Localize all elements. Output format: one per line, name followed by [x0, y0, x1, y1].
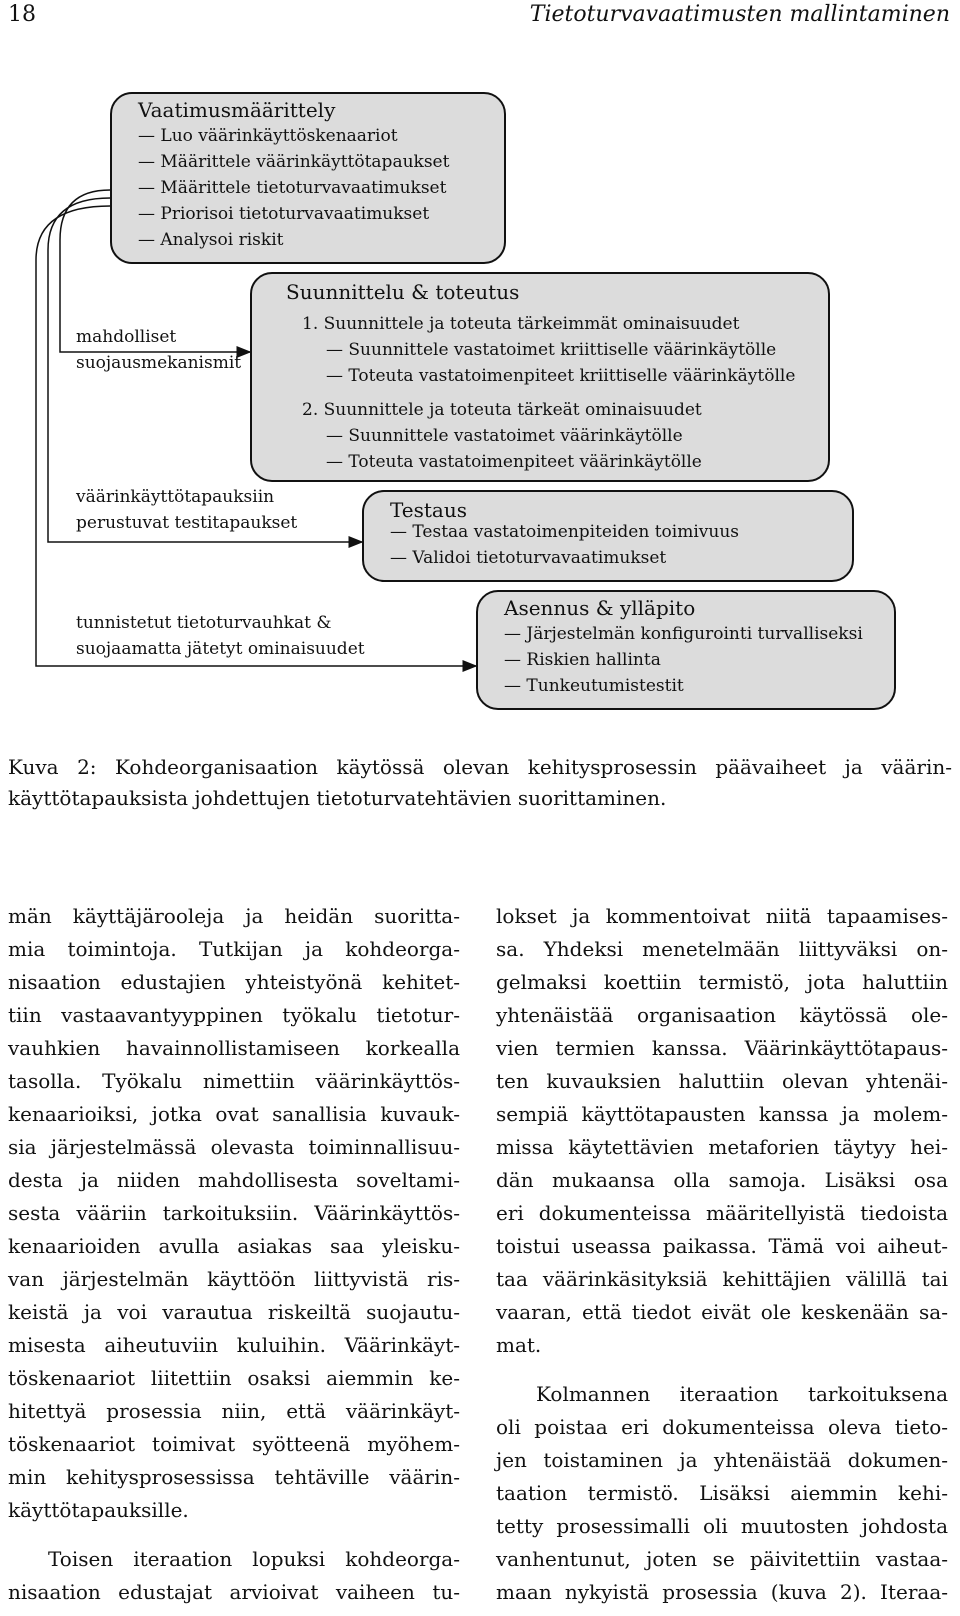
- body-text-line: käyttötapauksille.: [8, 1498, 189, 1522]
- body-column-left: [8, 900, 460, 1609]
- body-text-line: taa väärinkäsityksiä kehittäjien välillä tai: [496, 1267, 948, 1291]
- requirements-item: — Määrittele väärinkäyttötapaukset: [138, 152, 450, 172]
- body-text-line: eri dokumenteissa määritellyistä tiedoista: [496, 1201, 948, 1225]
- design-title: Suunnittelu & toteutus: [286, 280, 520, 304]
- body-text-line: tetty prosessimalli oli muutosten johdosta: [496, 1514, 948, 1538]
- body-text-line: vanhentunut, joten se päivitettiin vastaa-: [496, 1547, 948, 1571]
- body-text-line: tasolla. Työkalu nimettiin väärinkäyttös-: [8, 1069, 460, 1093]
- body-text-line: dän mukaansa olla samoja. Lisäksi osa: [496, 1168, 948, 1192]
- requirements-item: — Luo väärinkäyttöskenaariot: [138, 126, 398, 146]
- body-text-line: mat.: [496, 1333, 542, 1357]
- body-text-line: desta ja niiden mahdollisesta soveltami-: [8, 1168, 460, 1192]
- requirements-title: Vaatimusmäärittely: [138, 98, 336, 122]
- requirements-item: — Analysoi riskit: [138, 230, 284, 250]
- body-text-line: min kehitysprosessissa tehtäville väärin-: [8, 1465, 460, 1489]
- body-text-line: hitettyä prosessia niin, että väärinkäyt-: [8, 1399, 460, 1423]
- body-text-line: mia toimintoja. Tutkijan ja kohdeorga-: [8, 937, 460, 961]
- design-item: — Suunnittele vastatoimet väärinkäytölle: [326, 426, 683, 446]
- body-text-line: kenaarioiden avulla asiakas saa yleisku-: [8, 1234, 460, 1258]
- design-item: 1. Suunnittele ja toteuta tärkeimmät ominaisuudet: [302, 314, 740, 334]
- page-number: 18: [8, 2, 36, 27]
- flow-label-protection-mechanisms: mahdolliset suojausmekanismit: [76, 327, 242, 373]
- deployment-item: — Tunkeutumistestit: [504, 676, 684, 696]
- testing-title: Testaus: [390, 498, 467, 522]
- body-text-line: gelmaksi koettiin termistö, jota haluttiin: [496, 970, 948, 994]
- deployment-item: — Järjestelmän konfigurointi turvalliseksi: [504, 624, 863, 644]
- design-item: 2. Suunnittele ja toteuta tärkeät ominaisuudet: [302, 400, 702, 420]
- body-text-line: kenaarioiksi, jotka ovat sanallisia kuvauk-: [8, 1102, 460, 1126]
- requirements-box: [110, 92, 506, 264]
- body-text-line: Kolmannen iteraation tarkoituksena: [536, 1382, 948, 1406]
- body-text-line: nisaation edustajien yhteistyönä kehitet-: [8, 970, 460, 994]
- body-text-line: van järjestelmän käyttöön liittyvistä ris-: [8, 1267, 460, 1291]
- body-text-line: sempiä käyttötapausten kanssa ja molem-: [496, 1102, 948, 1126]
- figure-caption: Kuva 2: Kohdeorganisaation käytössä olevan kehitysprosessin päävaiheet ja väärin- käyttötapauksista johdettujen tietoturvatehtävien suorittaminen.: [8, 755, 952, 810]
- body-text-line: yhtenäistää organisaation käytössä ole-: [496, 1003, 948, 1027]
- body-text-line: vaaran, että tiedot eivät ole keskenään sa-: [496, 1300, 948, 1324]
- body-text-line: Toisen iteraation lopuksi kohdeorga-: [48, 1547, 460, 1571]
- body-text-line: misesta aiheutuviin kuluihin. Väärinkäyt-: [8, 1333, 460, 1357]
- requirements-item: — Määrittele tietoturvavaatimukset: [138, 178, 447, 198]
- body-text-line: missa käytettävien metaforien täytyy hei-: [496, 1135, 948, 1159]
- deployment-title: Asennus & ylläpito: [504, 596, 696, 620]
- design-implementation-box: [250, 272, 830, 482]
- body-text-line: taation termistö. Lisäksi aiemmin kehi-: [496, 1481, 948, 1505]
- body-column-right: [496, 900, 948, 1609]
- body-text-line: vauhkien havainnollistamiseen korkealla: [8, 1036, 460, 1060]
- running-title: Tietoturvavaatimusten mallintaminen: [529, 2, 950, 27]
- body-text-line: tiin vastaavantyyppinen työkalu tietotur-: [8, 1003, 460, 1027]
- deployment-maintenance-box: [476, 590, 896, 710]
- requirements-item: — Priorisoi tietoturvavaatimukset: [138, 204, 430, 224]
- body-text-line: vien termien kanssa. Väärinkäyttötapaus-: [496, 1036, 948, 1060]
- body-text-line: sia järjestelmässä olevasta toiminnallisuu-: [8, 1135, 460, 1159]
- body-text-line: töskenaariot toimivat syötteenä myöhem-: [8, 1432, 460, 1456]
- body-text-line: män käyttäjärooleja ja heidän suoritta-: [8, 904, 460, 928]
- body-text-line: ten kuvauksien haluttiin olevan yhtenäi-: [496, 1069, 948, 1093]
- body-text-line: sesta vääriin tarkoituksiin. Väärinkäyttös-: [8, 1201, 460, 1225]
- design-item: — Toteuta vastatoimenpiteet väärinkäytölle: [326, 452, 702, 472]
- body-text-line: töskenaariot liitettiin osaksi aiemmin ke-: [8, 1366, 460, 1390]
- body-text-line: lokset ja kommentoivat niitä tapaamises-: [496, 904, 948, 928]
- body-text-line: oli poistaa eri dokumenteissa oleva tieto-: [496, 1415, 948, 1439]
- flow-label-threats: tunnistetut tietoturvauhkat & suojaamatta jätetyt ominaisuudet: [76, 613, 365, 659]
- testing-box: [362, 490, 854, 582]
- body-text-line: nisaation edustajat arvioivat vaiheen tu-: [8, 1580, 460, 1604]
- design-item: — Suunnittele vastatoimet kriittiselle väärinkäytölle: [326, 340, 777, 360]
- testing-item: — Testaa vastatoimenpiteiden toimivuus: [390, 522, 740, 542]
- body-text-line: sa. Yhdeksi menetelmään liittyväksi on-: [496, 937, 948, 961]
- body-text-line: toistui useassa paikassa. Tämä voi aiheut-: [496, 1234, 948, 1258]
- design-item: — Toteuta vastatoimenpiteet kriittiselle väärinkäytölle: [326, 366, 796, 386]
- flow-label-test-cases: väärinkäyttötapauksiin perustuvat testitapaukset: [76, 487, 298, 533]
- body-text-line: keistä ja voi varautua riskeiltä suojautu-: [8, 1300, 460, 1324]
- body-text-line: maan nykyistä prosessia (kuva 2). Iteraa-: [496, 1580, 948, 1604]
- testing-item: — Validoi tietoturvavaatimukset: [390, 548, 667, 568]
- body-text-line: jen toistaminen ja yhtenäistää dokumen-: [496, 1448, 948, 1472]
- deployment-item: — Riskien hallinta: [504, 650, 661, 670]
